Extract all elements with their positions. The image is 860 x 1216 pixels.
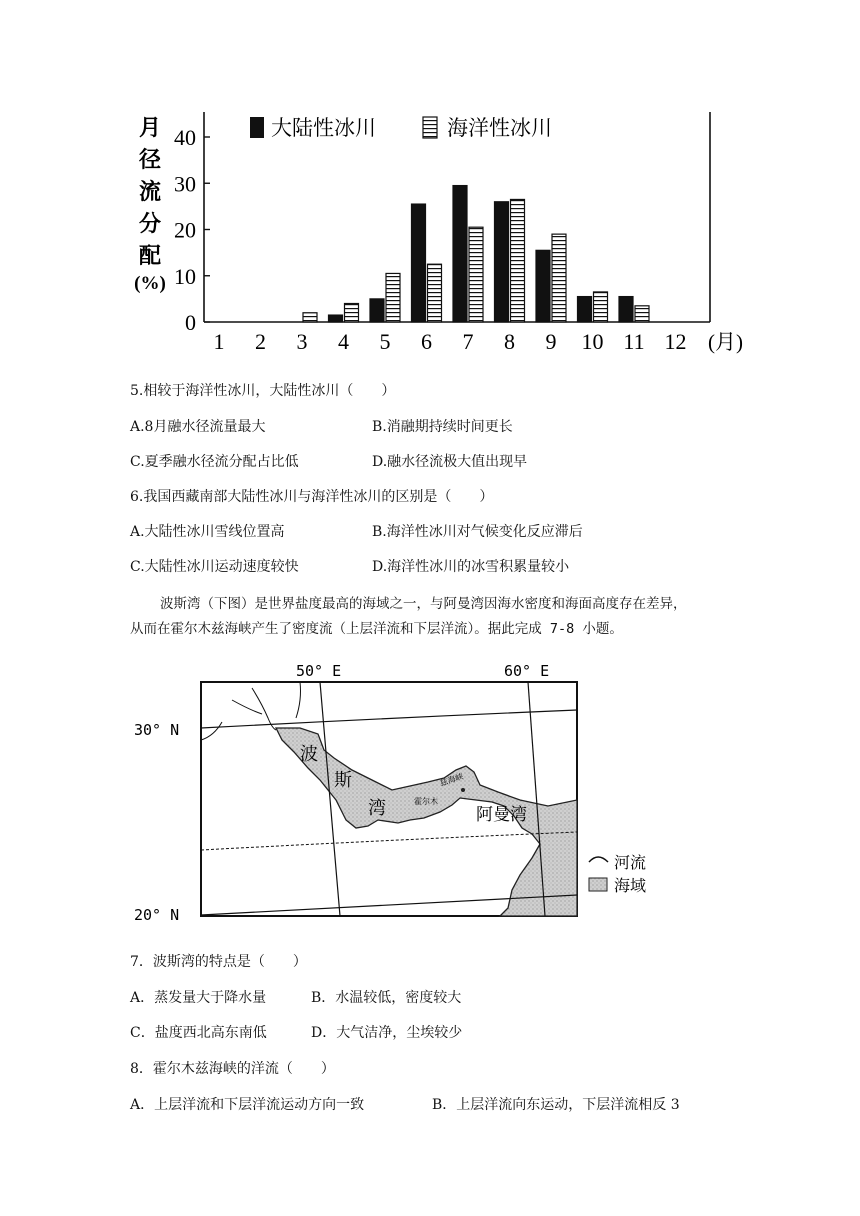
- y-axis-label-char: 配: [138, 243, 162, 268]
- bar-continental-glacier: [578, 297, 592, 322]
- x-axis-unit: (月): [708, 330, 743, 354]
- question-6-option-a: A.大陆性冰川雪线位置高: [130, 524, 285, 540]
- bar-maritime-glacier: [552, 234, 566, 322]
- intro-line-1: 波斯湾（下图）是世界盐度最高的海域之一，与阿曼湾因海水密度和海面高度存在差异，: [160, 596, 687, 612]
- question-6-option-d: D.海洋性冰川的冰雪积累量较小: [372, 559, 570, 575]
- x-tick-label: 2: [255, 329, 266, 354]
- persian-gulf-label-1: 波: [300, 744, 318, 765]
- lon-50e-label: 50° E: [296, 662, 342, 680]
- hormuz-label-1: 霍尔木: [414, 797, 438, 806]
- x-tick-label: 3: [296, 329, 308, 354]
- y-axis-label-char: 流: [138, 179, 162, 204]
- persian-gulf-map: [0, 640, 860, 940]
- lat-30n-label: 30° N: [134, 721, 180, 739]
- bar-continental-glacier: [370, 299, 384, 322]
- x-tick-label: 9: [545, 329, 557, 354]
- lat-20n-label: 20° N: [134, 906, 180, 924]
- question-5-option-a: A.8月融水径流量最大: [130, 419, 266, 435]
- bar-maritime-glacier: [511, 199, 525, 322]
- bar-maritime-glacier: [469, 227, 483, 322]
- runoff-bar-chart: [0, 0, 860, 370]
- legend-label-continental: 大陆性冰川: [271, 116, 376, 140]
- legend-swatch-continental: [250, 117, 264, 138]
- legend-sea-label: 海域: [614, 876, 647, 895]
- legend-river-label: 河流: [614, 853, 647, 872]
- hormuz-label-2: 兹海峡: [438, 771, 465, 788]
- x-tick-label: 12: [664, 329, 687, 354]
- bar-maritime-glacier: [303, 313, 317, 322]
- question-7-option-d: D．大气洁净，尘埃较少: [311, 1025, 463, 1041]
- x-tick-label: 7: [462, 329, 474, 354]
- question-7-option-c: C．盐度西北高东南低: [130, 1025, 267, 1041]
- y-tick-label: 10: [174, 263, 196, 289]
- bar-continental-glacier: [536, 250, 550, 322]
- question-5-option-b: B.消融期持续时间更长: [372, 419, 513, 435]
- y-axis-label: [134, 115, 166, 294]
- x-tick-label: 8: [504, 329, 515, 354]
- bar-continental-glacier: [453, 186, 467, 322]
- x-tick-label: 4: [338, 329, 349, 354]
- y-tick-label: 0: [185, 310, 196, 335]
- legend-label-maritime: 海洋性冰川: [447, 116, 552, 140]
- x-tick-label: 10: [581, 329, 604, 354]
- question-5-stem: 5.相较于海洋性冰川，大陆性冰川（ ）: [130, 383, 396, 399]
- y-axis-label-char: 分: [138, 211, 162, 236]
- question-7-option-b: B．水温较低，密度较大: [311, 990, 462, 1006]
- persian-gulf-label-3: 湾: [368, 798, 386, 819]
- y-tick-label: 30: [174, 171, 196, 197]
- bar-maritime-glacier: [386, 273, 400, 322]
- y-axis-label-char: 月: [138, 115, 162, 140]
- question-8-option-b: B．上层洋流向东运动，下层洋流相反 3: [432, 1097, 680, 1113]
- bar-maritime-glacier: [428, 264, 442, 322]
- question-7-stem: 7．波斯湾的特点是（ ）: [130, 954, 307, 970]
- y-axis-label-char: 径: [138, 147, 162, 172]
- legend-swatch-maritime: [423, 117, 437, 138]
- question-6-option-c: C.大陆性冰川运动速度较快: [130, 559, 299, 575]
- oman-gulf-label: 阿曼湾: [476, 805, 527, 825]
- intro-line-2: 从而在霍尔木兹海峡产生了密度流（上层洋流和下层洋流）。据此完成 7-8 小题。: [130, 621, 623, 637]
- persian-gulf-label-2: 斯: [334, 770, 352, 791]
- question-8-stem: 8．霍尔木兹海峡的洋流（ ）: [130, 1061, 335, 1077]
- lon-60e-label: 60° E: [504, 662, 550, 680]
- x-tick-label: 1: [213, 329, 225, 354]
- x-tick-label: 11: [623, 329, 645, 354]
- island: [461, 788, 465, 792]
- question-5-option-c: C.夏季融水径流分配占比低: [130, 454, 299, 470]
- y-tick-label: 40: [174, 125, 196, 150]
- chart-legend: [250, 116, 552, 140]
- question-7-option-a: A．蒸发量大于降水量: [130, 990, 267, 1006]
- bar-maritime-glacier: [594, 292, 608, 322]
- river-legend-icon: [589, 857, 608, 862]
- bar-maritime-glacier: [635, 306, 649, 322]
- bar-continental-glacier: [329, 315, 343, 322]
- question-5-option-d: D.融水径流极大值出现早: [372, 454, 528, 470]
- question-6-stem: 6.我国西藏南部大陆性冰川与海洋性冰川的区别是（ ）: [130, 489, 494, 505]
- bar-continental-glacier: [495, 202, 509, 322]
- question-8-option-a: A．上层洋流和下层洋流运动方向一致: [130, 1097, 365, 1113]
- x-tick-label: 6: [421, 329, 432, 354]
- bar-maritime-glacier: [345, 304, 359, 323]
- y-axis-unit: (%): [134, 273, 166, 294]
- bar-continental-glacier: [412, 204, 426, 322]
- sea-legend-icon: [589, 878, 607, 891]
- bar-continental-glacier: [619, 297, 633, 322]
- x-tick-label: 5: [379, 329, 391, 354]
- question-6-option-b: B.海洋性冰川对气候变化反应滞后: [372, 524, 583, 540]
- y-tick-label: 20: [174, 217, 196, 243]
